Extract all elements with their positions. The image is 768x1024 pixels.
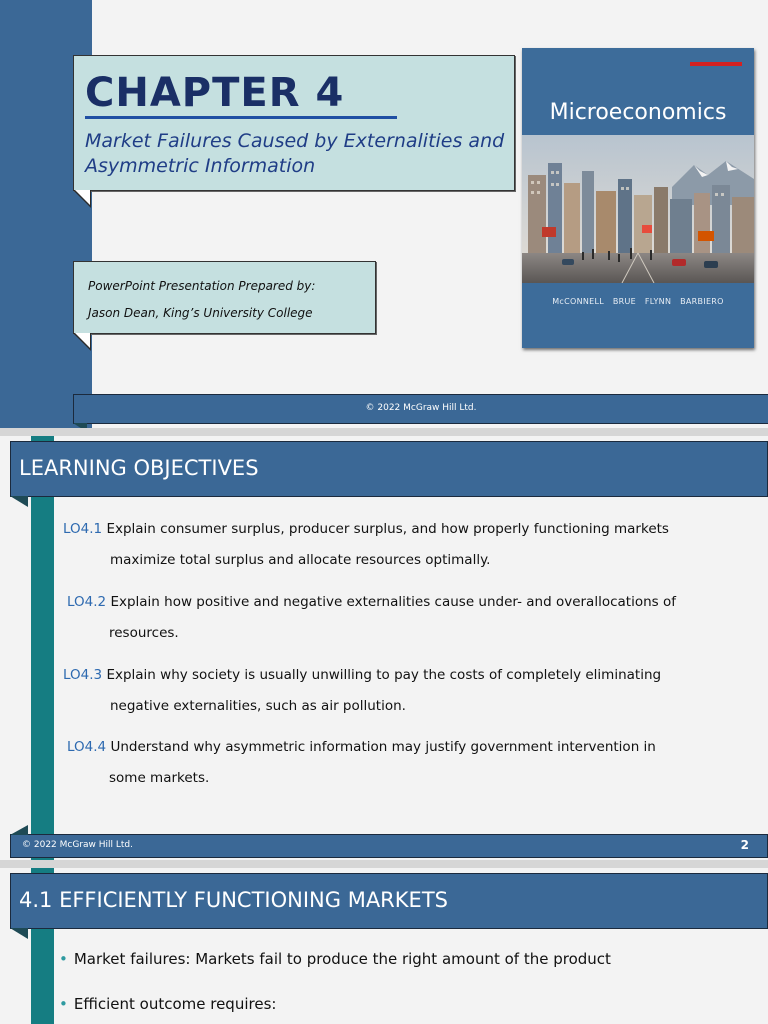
title-slide-footer [73,394,768,424]
copyright-text: © 2022 McGraw Hill Ltd. [365,403,477,413]
objective-text: Explain how positive and negative externalities cause under- and overallocations of [110,594,676,610]
chapter-title: CHAPTER 4 [85,70,345,116]
footer-fold [73,423,87,428]
header-fold [10,928,28,939]
objective-text-continued: negative externalities, such as air pollution. [110,698,406,714]
copyright-text: © 2022 McGraw Hill Ltd. [22,840,133,850]
textbook-cover [522,48,754,348]
bullet-dot-icon: • [59,995,68,1013]
chapter-title-underline [85,116,397,119]
objective-text: Explain why society is usually unwilling to pay the costs of completely eliminating [106,667,662,683]
prepared-by-author: Jason Dean, King’s University College [88,306,313,320]
publisher-flag-icon [690,62,742,66]
objective-text: Explain consumer surplus, producer surplus, and how properly functioning markets [106,521,669,537]
title-banner [73,55,515,191]
slide-heading: 4.1 EFFICIENTLY FUNCTIONING MARKETS [19,888,448,912]
slide-footer [10,834,768,858]
bullet-text: Market failures: Markets fail to produce the right amount of the product [73,950,611,968]
header-fold [10,496,28,507]
book-title: Microeconomics [549,100,727,125]
chapter-subtitle: Market Failures Caused by Externalities and Asymmetric Information [85,130,505,177]
objective-text-continued: maximize total surplus and allocate resources optimally. [110,552,491,568]
teal-side-bar [31,436,54,860]
slide-header [10,441,768,497]
efficient-markets-slide[interactable] [0,868,768,1024]
banner-fold-inner [75,190,90,205]
objective-text: Understand why asymmetric information may justify government intervention in [110,739,656,755]
objective-code: LO4.4 [67,739,107,755]
bullet-text: Efficient outcome requires: [73,995,277,1013]
objective-item [67,587,676,649]
slide-heading: LEARNING OBJECTIVES [19,456,259,480]
book-authors: McCONNELL BRUE FLYNN BARBIERO [552,297,724,306]
objective-code: LO4.1 [63,521,103,537]
objective-item [67,732,656,794]
bullet-dot-icon: • [59,950,68,968]
bullet-item [59,950,611,968]
bullet-item [59,995,276,1013]
objective-item [63,514,669,576]
objective-text-continued: some markets. [109,770,210,786]
city-street-photo [522,135,754,283]
footer-fold [10,825,28,835]
banner-fold-inner [75,333,90,348]
objective-code: LO4.2 [67,594,107,610]
objective-item [63,660,661,722]
learning-objectives-slide[interactable] [0,436,768,860]
prepared-by-banner [73,261,376,334]
slide-header [10,873,768,929]
prepared-by-label: PowerPoint Presentation Prepared by: [88,279,316,293]
title-slide[interactable] [0,0,768,428]
objective-text-continued: resources. [109,625,179,641]
objective-code: LO4.3 [63,667,103,683]
page-number: 2 [740,838,749,852]
